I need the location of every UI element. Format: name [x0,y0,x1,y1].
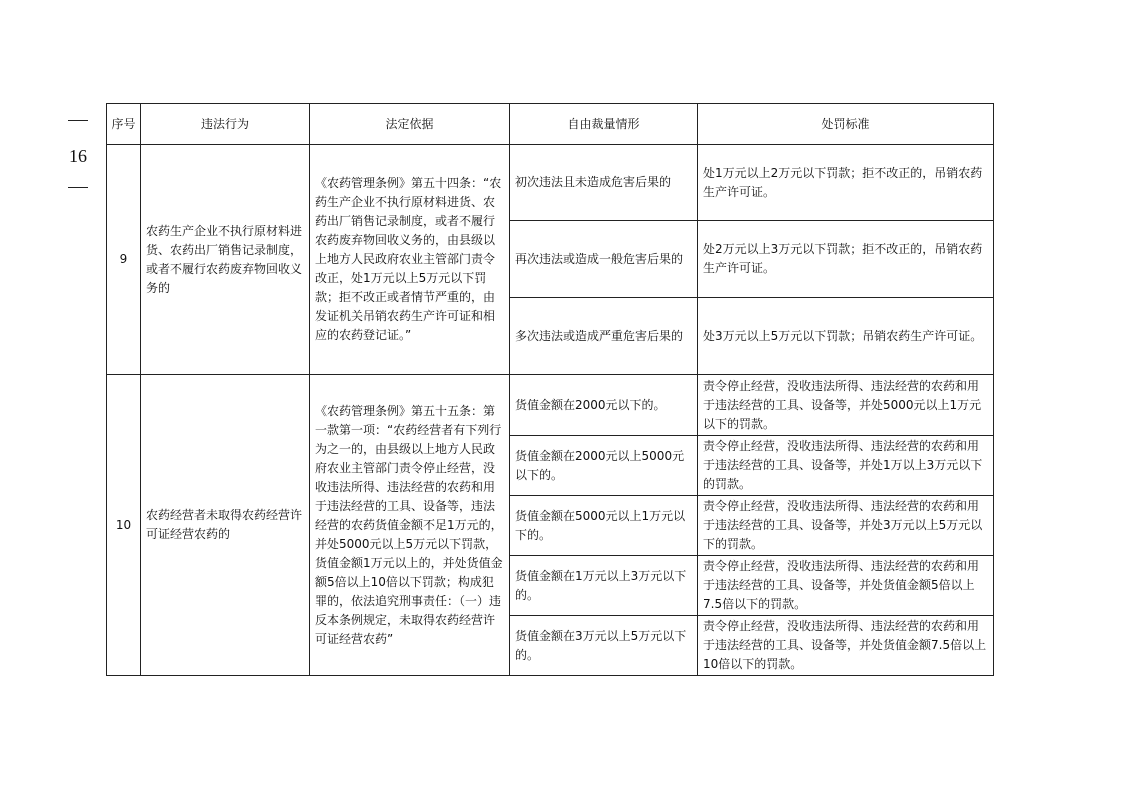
row-9-penalty-1: 处1万元以上2万元以下罚款；拒不改正的，吊销农药生产许可证。 [698,145,994,221]
row-9-basis: 《农药管理条例》第五十四条：“农药生产企业不执行原材料进货、农药出厂销售记录制度，或者不履行农药废弃物回收义务的，由县级以上地方人民政府农业主管部门责令改正，处1万元以上5万元以下罚款；拒不改正或者情节严重的，由发证机关吊销农药生产许可证和相应的农药登记证。” [310,145,510,375]
row-9-penalty-3: 处3万元以上5万元以下罚款；吊销农药生产许可证。 [698,298,994,375]
table-row [107,375,994,436]
header-basis: 法定依据 [310,104,510,145]
page-number-block [58,120,98,188]
penalty-table [106,103,994,676]
row-10-penalty-1: 责令停止经营，没收违法所得、违法经营的农药和用于违法经营的工具、设备等，并处5000元以上1万元以下的罚款。 [698,375,994,436]
row-10-discretion-2: 货值金额在2000元以上5000元以下的。 [510,436,698,496]
row-10-violation: 农药经营者未取得农药经营许可证经营农药的 [141,375,310,676]
row-10-penalty-5: 责令停止经营，没收违法所得、违法经营的农药和用于违法经营的工具、设备等，并处货值金额7.5倍以上10倍以下的罚款。 [698,616,994,676]
page-number-bottom-dash [68,187,88,188]
row-10-penalty-3: 责令停止经营，没收违法所得、违法经营的农药和用于违法经营的工具、设备等，并处3万元以上5万元以下的罚款。 [698,496,994,556]
row-9-violation: 农药生产企业不执行原材料进货、农药出厂销售记录制度，或者不履行农药废弃物回收义务的 [141,145,310,375]
header-seq: 序号 [107,104,141,145]
header-penalty: 处罚标准 [698,104,994,145]
table-row [107,145,994,221]
row-10-discretion-1: 货值金额在2000元以下的。 [510,375,698,436]
row-10-discretion-3: 货值金额在5000元以上1万元以下的。 [510,496,698,556]
table-header-row [107,104,994,145]
header-violation: 违法行为 [141,104,310,145]
row-10-seq: 10 [107,375,141,676]
header-discretion: 自由裁量情形 [510,104,698,145]
row-10-discretion-4: 货值金额在1万元以上3万元以下的。 [510,556,698,616]
row-9-discretion-2: 再次违法或造成一般危害后果的 [510,221,698,298]
row-9-penalty-2: 处2万元以上3万元以下罚款；拒不改正的，吊销农药生产许可证。 [698,221,994,298]
row-10-penalty-4: 责令停止经营，没收违法所得、违法经营的农药和用于违法经营的工具、设备等，并处货值金额5倍以上7.5倍以下的罚款。 [698,556,994,616]
row-10-penalty-2: 责令停止经营，没收违法所得、违法经营的农药和用于违法经营的工具、设备等，并处1万以上3万元以下的罚款。 [698,436,994,496]
row-9-discretion-3: 多次违法或造成严重危害后果的 [510,298,698,375]
row-9-discretion-1: 初次违法且未造成危害后果的 [510,145,698,221]
row-10-discretion-5: 货值金额在3万元以上5万元以下的。 [510,616,698,676]
row-10-basis: 《农药管理条例》第五十五条：第一款第一项：“农药经营者有下列行为之一的，由县级以上地方人民政府农业主管部门责令停止经营，没收违法所得、违法经营的农药和用于违法经营的工具、设备等，违法经营的农药货值金额不足1万元的，并处5000元以上5万元以下罚款，货值金额1万元以上的，并处货值金额5倍以上10倍以下罚款；构成犯罪的，依法追究刑事责任：（一）违反本条例规定，未取得农药经营许可证经营农药” [310,375,510,676]
page-number: 16 [69,146,87,166]
page-number-top-dash [68,120,88,121]
row-9-seq: 9 [107,145,141,375]
